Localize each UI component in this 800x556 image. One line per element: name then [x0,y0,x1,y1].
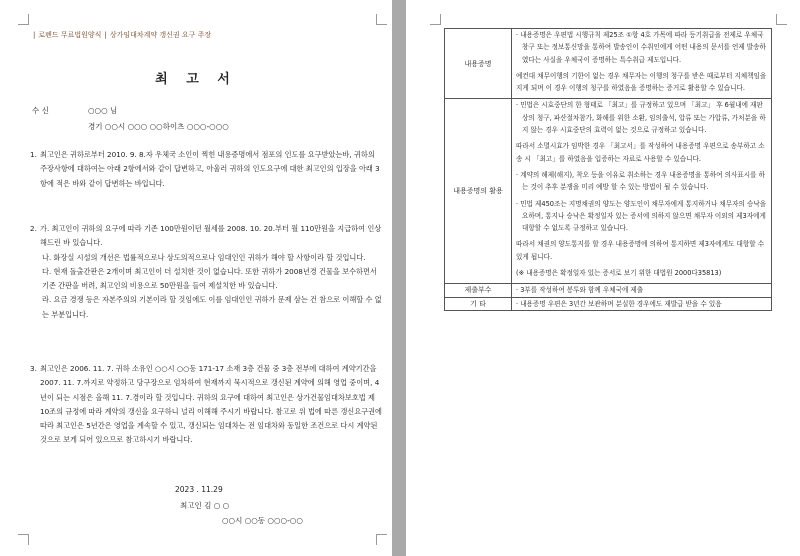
row-content: · 3부를 작성하여 봉투와 함께 우체국에 제출 [512,284,772,297]
paragraph-2: 2. 가. 최고인이 귀하의 요구에 따라 기존 100만원이던 월세를 2008. 10. 20.부터 월 110만원을 지급하여 인상해드린 바 있습니다. 나. 화장실 시설의 개선은 법률적으로나 상도의적으로나 임대인인 귀하가 해야 할 사항이라 할 것입니다. 다. 현재 돌출간판은 2개이며 최고인이 더 설치한 것이 없습니다. 또한 귀하가 2008년경 건물을 보수하면서 기존 간판을 버려, 최고인의 비용으로 50만원을 들여 제설치한 바 있습니다. 라. 요금 경쟁 등은 자본주의의 기본이라 할 것임에도 이를 임대인인 귀하가 문제 삼는 건 참으로 이해할 수 없는 부분입니다. [30,222,382,322]
paragraph-item: 라. 요금 경쟁 등은 자본주의의 기본이라 할 것임에도 이를 임대인인 귀하가 문제 삼는 건 참으로 이해할 수 없는 부분입니다. [42,295,382,319]
table-row [445,297,772,310]
document-header: | 로펜드 무료법원양식 | 상가임대차계약 갱신권 요구 주장 [33,31,212,39]
row-label: 기 타 [445,297,512,310]
row-content: · 내용증명은 우편법 시행규칙 제25조 ①항 4호 가목에 따라 등기취급을 전제로 우체국창구 또는 정보통신망을 통하여 발송인이 수취인에게 어떤 내용의 문서를 언제 발송하였다는 사실을 우체국이 증명하는 특수취급 제도입니다. 예컨대 채무이행의 기한이 없는 경우 채무자는 이행의 청구를 받은 때로부터 지체책임을 지게 되며 이 경우 이행의 청구를 하였음을 증명하는 증거로 활용할 수 있습니다. [512,29,772,99]
row-label: 제출부수 [445,284,512,297]
recipient-label: 수 신 [32,106,49,115]
table-row [445,29,772,99]
crop-mark [376,534,387,545]
document-title: 최 고 서 [155,72,237,87]
crop-mark [376,14,387,25]
sender-address: ○○시 ○○동 ○○○-○○ [222,516,303,525]
paragraph-item: 가. 최고인이 귀하의 요구에 따라 기존 100만원이던 월세를 2008. 10. 20.부터 월 110만원을 지급하여 인상해드린 바 있습니다. [40,224,382,248]
row-label: 내용증명 [445,29,512,99]
recipient-address: 경기 ○○시 ○○○ ○○하이츠 ○○○-○○○ [88,122,229,131]
paragraph-text: 최고인은 귀하로부터 2010. 9. 8.자 우체국 소인이 찍힌 내용증명에서 점포의 인도를 요구받았는바, 귀하의 주장사항에 대하여는 아래 2항에서와 같이 답변하고, 아울러 귀하의 인도요구에 대한 최고인의 입장을 아래 3항에 적은 바와 같이 답변하는 바입니다. [40,150,380,188]
document-page-right [406,0,800,556]
paragraph-1: 1. 최고인은 귀하로부터 2010. 9. 8.자 우체국 소인이 찍힌 내용증명에서 점포의 인도를 요구받았는바, 귀하의 주장사항에 대하여는 아래 2항에서와 같이 답변하고, 아울러 귀하의 인도요구에 대한 최고인의 입장을 아래 3항에 적은 바와 같이 답변하는 바입니다. [30,148,382,191]
table-row [445,99,772,284]
reference-table [444,28,772,311]
sender-name: 최고인 김 ○ ○ [180,501,230,510]
header-subject: 상가임대차계약 갱신권 요구 주장 [109,31,212,39]
paragraph-3: 3. 최고인은 2006. 11. 7. 귀하 소유인 ○○시 ○○동 171-17 소재 3층 건물 중 3층 전부에 대하여 계약기간을 2007. 11. 7.까지로 약정하고 당구장으로 임차하여 현재까지 묵시적으로 갱신된 계약에 의해 영업 중이며, 4년이 되는 시점은 올해 11. 7.경이라 할 것입니다. 귀하의 요구에 대하여 최고인은 상가건물임대차보호법 제10조의 규정에 따라 계약의 갱신을 요구하니 널리 이해해 주시기 바랍니다. 참고로 위 법에 따른 갱신요구권에 따라 최고인은 5년간은 영업을 계속할 수 있고, 갱신되는 임대차는 전 임대차와 동일한 조건으로 다시 계약된 것으로 보게 되어 있으므로 참고하시기 바랍니다. [30,362,382,448]
header-source: 로펜드 무료법원양식 [38,31,102,39]
row-content: · 내용증명 우편은 3년간 보관하며 분실한 경우에도 재발급 받을 수 있음 [512,297,772,310]
paragraph-item: 다. 현재 돌출간판은 2개이며 최고인이 더 설치한 것이 없습니다. 또한 귀하가 2008년경 건물을 보수하면서 기존 간판을 버려, 최고인의 비용으로 50만원을 들여 제설치한 바 있습니다. [42,266,377,291]
row-content: · 민법은 시효중단의 한 형태로 「최고」를 규정하고 있으며 「최고」 후 6월내에 재판상의 청구, 파산절차참가, 화해를 위한 소환, 임의출석, 압류 또는 가압류, 가처분을 하지 않는 경우 시효중단의 효력이 없는 것으로 규정하고 있습니다. 따라서 소멸시효가 임박한 경우 「최고서」를 작성하여 내용증명 우편으로 송부하고 소송 시 「최고」를 하였음을 입증하는 자료로 사용할 수 있습니다. · 계약의 해제(해지), 착오 등을 이유로 취소하는 경우 내용증명을 통하여 의사표시를 하는 것이 추후 분쟁을 미리 예방 할 수 있는 방법이 될 수 있습니다. · 민법 제450조는 지명채권의 양도는 양도인이 채무자에게 통지하거나 채무자의 승낙을 요하며, 통지나 승낙은 확정일자 있는 증서에 의하지 않으면 채무자 이외의 제3자에게 대항할 수 없도록 규정하고 있습니다. 따라서 채권의 양도통지를 할 경우 내용증명에 의하여 통지하면 제3자에게도 대항할 수 있게 됩니다. (※ 내용증명은 확정일자 있는 증서로 보기 위한 대법원 2000다35813) [512,99,772,284]
paragraph-item: 나. 화장실 시설의 개선은 법률적으로나 상도의적으로나 임대인인 귀하가 해야 할 사항이라 할 것입니다. [42,252,366,262]
row-label: 내용증명의 활용 [445,99,512,284]
recipient-name: ○○○ 님 [88,106,118,115]
crop-mark [776,14,787,25]
paragraph-text: 최고인은 2006. 11. 7. 귀하 소유인 ○○시 ○○동 171-17 소재 3층 건물 중 3층 전부에 대하여 계약기간을 2007. 11. 7.까지로 약정하고 당구장으로 임차하여 현재까지 묵시적으로 갱신된 계약에 의해 영업 중이며, 4년이 되는 시점은 올해 11. 7.경이라 할 것입니다. 귀하의 요구에 대하여 최고인은 상가건물임대차보호법 제10조의 규정에 따라 계약의 갱신을 요구하니 널리 이해해 주시기 바랍니다. 참고로 위 법에 따른 갱신요구권에 따라 최고인은 5년간은 영업을 계속할 수 있고, 갱신되는 임대차는 전 임대차와 동일한 조건으로 다시 계약된 것으로 보게 되어 있으므로 참고하시기 바랍니다. [40,364,382,445]
crop-mark [18,534,29,545]
crop-mark [430,14,441,25]
table-row [445,284,772,297]
document-page-left [0,0,392,556]
crop-mark [18,14,29,25]
document-date: 2023 . 11.29 [175,485,223,494]
